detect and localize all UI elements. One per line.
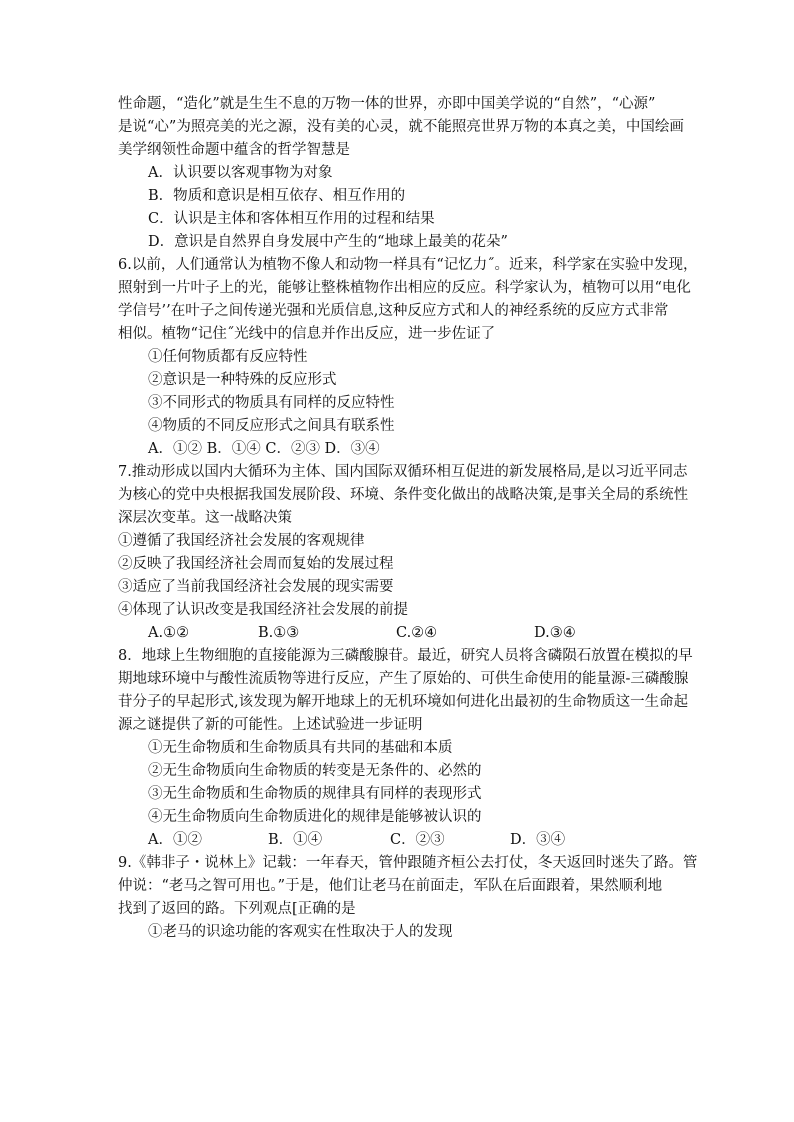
q7-item-3: ③适应了当前我国经济社会发展的现实需要 [118,579,394,595]
q8-option-a: A．①② [148,832,202,848]
q5-option-b: B．物质和意识是相互依存、相互作用的 [148,188,406,204]
q7-item-4: ④体现了认识改变是我国经济社会发展的前提 [118,602,408,618]
q9-stem-line: 找到了返回的路。下列观点[正确的是 [118,901,356,917]
q6-answer-options: A．①② B．①④ C．②③ D．③④ [148,441,380,457]
q6-stem-line: 6.以前，人们通常认为植物不像人和动物一样具有“记忆力˝。近来，科学家在实验中发现， [118,257,698,273]
q6-item-2: ②意识是一种特殊的反应形式 [148,372,337,388]
q8-option-b: B．①④ [268,832,323,848]
q8-item-2: ②无生命物质向生命物质的转变是无条件的、必然的 [148,763,482,779]
q8-item-1: ①无生命物质和生命物质具有共同的基础和本质 [148,740,453,756]
q9-stem-line: 9.《韩非子・说林上》记载：一年春天，管仲跟随齐桓公去打仗，冬天返回时迷失了路。管 [118,855,698,871]
q5-option-d: D．意识是自然界自身发展中产生的“地球上最美的花朵” [148,234,508,250]
q7-option-c: C.②④ [396,625,438,641]
q7-stem-line: 深层次变革。这一战略决策 [118,510,292,526]
q8-stem-line: 源之谜提供了新的可能性。上述试验进一步证明 [118,717,423,733]
q7-option-d: D.③④ [534,625,576,641]
q7-stem-line: 为核心的党中央根据我国发展阶段、环境、条件变化做出的战略决策,是事关全局的系统性 [118,487,689,503]
q5-stem-line: 美学纲领性命题中蕴含的哲学智慧是 [118,142,350,158]
q6-item-1: ①任何物质都有反应特性 [148,349,308,365]
q7-item-2: ②反映了我国经济社会周而复始的发展过程 [118,556,394,572]
q6-stem-line: 相似。植物“记住˝光线中的信息并作出反应，进一步佐证了 [118,326,496,342]
q6-item-4: ④物质的不同反应形式之间具有联系性 [148,418,395,434]
q7-item-1: ①遵循了我国经济社会发展的客观规律 [118,533,365,549]
q7-option-a: A.①② [148,625,190,641]
q8-option-d: D．③④ [510,832,566,848]
q7-option-b: B.①③ [258,625,300,641]
q8-stem-line: 期地球环境中与酸性流质物等进行反应，产生了原始的、可供生命使用的能量源-三磷酸腺 [118,671,689,687]
q8-stem-line: 8．地球上生物细胞的直接能源为三磷酸腺苷。最近，研究人员将含磷陨石放置在模拟的早 [118,648,693,664]
q6-stem-line: 学信号’’在叶子之间传递光强和光质信息,这种反应方式和人的神经系统的反应方式非常 [118,303,669,319]
q8-item-3: ③无生命物质和生命物质的规律具有同样的表现形式 [148,786,482,802]
q6-stem-line: 照射到一片叶子上的光，能够让整株植物作出相应的反应。科学家认为，植物可以用“电化 [118,280,691,296]
q6-item-3: ③不同形式的物质具有同样的反应特性 [148,395,395,411]
q9-item-1: ①老马的识途功能的客观实在性取决于人的发现 [148,924,453,940]
q8-stem-line: 苷分子的早起形式,该发现为解开地球上的无机环境如何进化出最初的生命物质这一生命起 [118,694,689,710]
q5-option-a: A．认识要以客观事物为对象 [148,165,333,181]
q8-item-4: ④无生命物质向生命物质进化的规律是能够被认识的 [148,809,482,825]
q9-stem-line: 仲说：“老马之智可用也。”于是，他们让老马在前面走，军队在后面跟着，果然顺利地 [118,878,663,894]
q5-stem-line: 性命题，“造化”就是生生不息的万物一体的世界，亦即中国美学说的“自然”，“心源” [118,96,656,112]
q7-stem-line: 7.推动形成以国内大循环为主体、国内国际双循环相互促进的新发展格局,是以习近平同志 [118,464,688,480]
q5-stem-line: 是说“心”为照亮美的光之源，没有美的心灵，就不能照亮世界万物的本真之美，中国绘画 [118,119,684,135]
q5-option-c: C．认识是主体和客体相互作用的过程和结果 [148,211,435,227]
q8-option-c: C．②③ [390,832,445,848]
